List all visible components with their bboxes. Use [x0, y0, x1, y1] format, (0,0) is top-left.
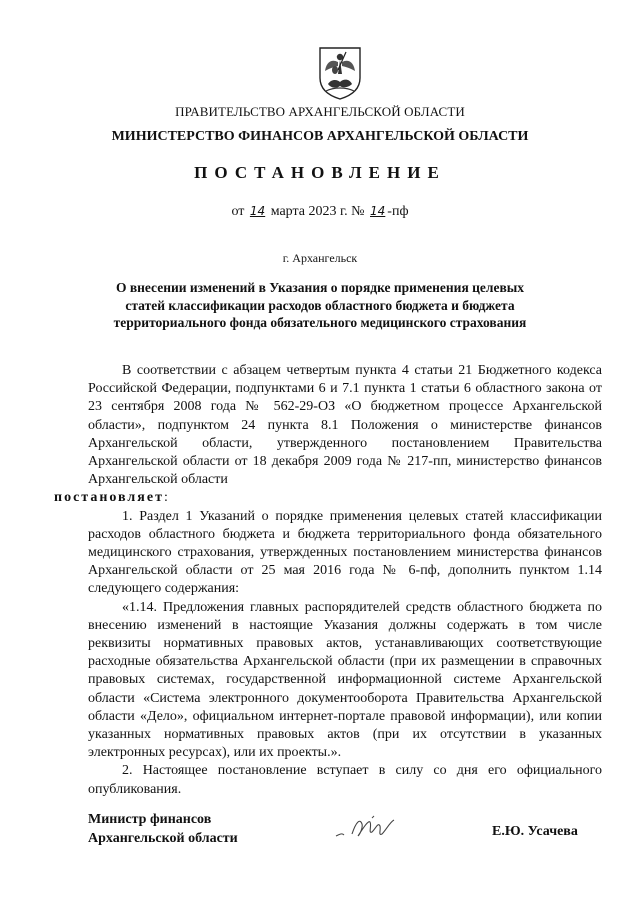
decree-word: постановляет: [54, 490, 164, 506]
document-subject: О внесении изменений в Указания о порядке применения целевых статей классификации расходов областного бюджета и бюджета территориального фонда обязательного медицинского страхования: [113, 280, 527, 330]
date-prefix: от: [231, 204, 245, 219]
signatory-position: [88, 810, 238, 848]
document-number: 14: [370, 204, 386, 218]
body-paragraph-preamble: [54, 362, 602, 508]
handwritten-signature-icon: [332, 812, 406, 842]
date-day: 14: [249, 204, 266, 218]
document-body: [54, 362, 602, 799]
position-line-1: Министр финансов: [88, 812, 212, 827]
date-number-line: [0, 204, 640, 220]
position-line-2: Архангельской области: [88, 831, 238, 846]
signatory-name: Е.Ю. Усачева: [492, 824, 578, 839]
decree-colon: :: [163, 490, 168, 506]
date-middle: марта 2023 г. №: [270, 204, 365, 219]
body-paragraph-2: 2. Настоящее постановление вступает в силу со дня его официального опубликования.: [88, 763, 602, 797]
preamble-text: В соответствии с абзацем четвертым пункта 4 статьи 21 Бюджетного кодекса Российской Федерации, подпунктами 6 и 7.1 пункта 1 статьи 6 областного закона от 23 сентября 2008 года № 562-29-ОЗ «О бюджетном процессе Архангельской области», подпунктом 24 пункта 8.1 Положения о министерстве финансов Архангельской области, утвержденного постановлением Правительства Архангельской области от 18 декабря 2009 года № 217-пп, министерство финансов Архангельской области: [88, 363, 602, 488]
city-line: г. Архангельск: [282, 251, 358, 265]
number-suffix: -пф: [387, 204, 409, 219]
archangel-coat-of-arms-icon: [316, 44, 364, 100]
ministry-title: МИНИСТЕРСТВО ФИНАНСОВ АРХАНГЕЛЬСКОЙ ОБЛАСТИ: [111, 129, 529, 144]
body-paragraph-1: 1. Раздел 1 Указаний о порядке применения целевых статей классификации расходов областного бюджета и бюджета территориального фонда обязательного медицинского страхования, утвержденных постановлением министерства финансов Архангельской области от 25 мая 2016 года № 6-пф, дополнить пунктом 1.14 следующего содержания:: [88, 508, 602, 597]
document-type-title: ПОСТАНОВЛЕНИЕ: [194, 163, 446, 182]
government-title: ПРАВИТЕЛЬСТВО АРХАНГЕЛЬСКОЙ ОБЛАСТИ: [175, 104, 465, 119]
body-paragraph-quote: «1.14. Предложения главных распорядителей средств областного бюджета по внесению изменений в настоящие Указания должны содержать в том числе реквизиты нормативных правовых актов, устанавливающих соответствующие расходные обязательства Архангельской области (при их размещении в справочных правовых системах, государственной информационной системе Архангельской области «Система электронного документооборота Правительства Архангельской области «Дело», официальном интернет-портале правовой информации), или копии указанных нормативных правовых актов (при их отсутствии в указанных электронных ресурсах), или их проекты.».: [88, 599, 602, 761]
